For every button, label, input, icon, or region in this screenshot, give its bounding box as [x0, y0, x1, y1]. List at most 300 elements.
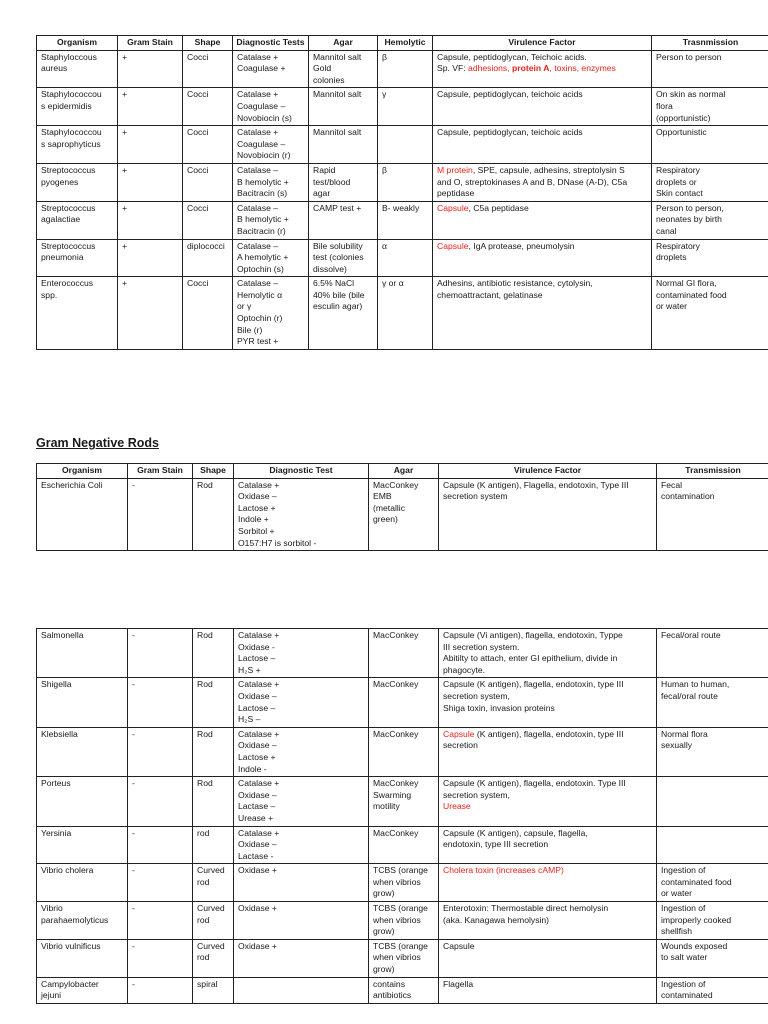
- table-row: [37, 678, 768, 727]
- cell-line: [443, 865, 652, 877]
- organism-cell: [37, 201, 118, 239]
- cell-line: rod: [197, 827, 210, 838]
- cell-line: Lactose +: [238, 751, 276, 762]
- transmission-cell: [657, 977, 768, 1003]
- cell-line: Ingestion of: [661, 903, 706, 914]
- cell-line: grow): [373, 888, 395, 899]
- cell-line: Streptococcus: [41, 240, 96, 251]
- table-row: [37, 277, 768, 350]
- agar-cell: [369, 777, 439, 826]
- cell-line: [443, 691, 652, 703]
- cell-line: Indole +: [238, 514, 269, 525]
- agar-cell: [369, 678, 439, 727]
- cell-line: improperly cooked: [661, 914, 732, 925]
- agar-cell: [369, 629, 439, 678]
- cell-line: [443, 665, 652, 677]
- cell-line: s epidermidis: [41, 100, 92, 111]
- cell-line: Respiratory: [656, 164, 700, 175]
- hemolytic-cell: β: [378, 163, 433, 201]
- cell-line: Catalase +: [238, 827, 280, 838]
- virulence-factor-cell: [439, 478, 657, 551]
- diagnostic-tests-cell: [234, 826, 369, 864]
- cell-line: [443, 979, 652, 991]
- shape-cell: [193, 629, 234, 678]
- cell-line: pyogenes: [41, 176, 79, 187]
- diagnostic-tests-cell: [233, 239, 309, 277]
- cell-line: EMB: [373, 491, 392, 502]
- cell-line: Porteus: [41, 778, 71, 789]
- gram-stain-cell: -: [128, 977, 193, 1003]
- text-run: protein A: [512, 63, 550, 74]
- hemolytic-cell: γ: [378, 88, 433, 126]
- agar-cell: [309, 201, 378, 239]
- virulence-factor-cell: [439, 678, 657, 727]
- column-header: Agar: [369, 464, 439, 479]
- cell-line: Curved: [197, 940, 225, 951]
- cell-line: (opportunistic): [656, 112, 711, 123]
- organism-cell: [37, 88, 118, 126]
- table-row: [37, 902, 768, 940]
- table-header-row: [37, 36, 768, 51]
- cell-line: Lactose +: [238, 502, 276, 513]
- cell-line: Person to person: [656, 51, 722, 62]
- virulence-factor-cell: [439, 902, 657, 940]
- cell-line: Rod: [197, 679, 213, 690]
- cell-line: Urease +: [238, 812, 274, 823]
- diagnostic-tests-cell: [233, 277, 309, 350]
- diagnostic-tests-cell: [233, 163, 309, 201]
- shape-cell: [193, 826, 234, 864]
- column-header: Virulence Factor: [433, 36, 652, 51]
- transmission-cell: [657, 902, 768, 940]
- virulence-factor-cell: [433, 201, 652, 239]
- cell-line: A hemolytic +: [237, 252, 289, 263]
- cell-line: Catalase +: [238, 728, 280, 739]
- agar-cell: [369, 826, 439, 864]
- organism-cell: [37, 864, 128, 902]
- agar-cell: [369, 977, 439, 1003]
- hemolytic-cell: α: [378, 239, 433, 277]
- cell-line: Gold: [313, 63, 332, 74]
- hemolytic-cell: B- weakly: [378, 201, 433, 239]
- transmission-cell: [657, 826, 768, 864]
- cell-line: Yersinia: [41, 827, 72, 838]
- cell-line: Catalase –: [237, 202, 279, 213]
- cell-line: [437, 188, 647, 200]
- gram-stain-cell: +: [118, 88, 183, 126]
- cell-line: [443, 828, 652, 840]
- cell-line: Oxidase –: [238, 740, 277, 751]
- transmission-cell: [652, 88, 768, 126]
- cell-line: (metallic: [373, 502, 405, 513]
- organism-cell: [37, 977, 128, 1003]
- cell-line: [443, 630, 652, 642]
- cell-line: [443, 480, 652, 492]
- cell-line: Vibrio vulnificus: [41, 940, 101, 951]
- table-row: [37, 50, 768, 88]
- cell-line: to salt water: [661, 952, 708, 963]
- cell-line: dissolve): [313, 263, 347, 274]
- transmission-cell: [652, 277, 768, 350]
- diagnostic-tests-cell: [233, 201, 309, 239]
- diagnostic-tests-cell: [233, 126, 309, 164]
- cell-line: [437, 127, 647, 139]
- cell-line: agalactiae: [41, 214, 81, 225]
- cell-line: Oxidase +: [238, 865, 277, 876]
- cell-line: [443, 642, 652, 654]
- column-header: Trasnmission: [652, 36, 768, 51]
- diagnostic-tests-cell: [234, 777, 369, 826]
- gram-stain-cell: -: [128, 939, 193, 977]
- gram-stain-cell: -: [128, 777, 193, 826]
- gram-stain-cell: +: [118, 239, 183, 277]
- agar-cell: [309, 163, 378, 201]
- cell-line: Oxidase –: [238, 839, 277, 850]
- cell-line: Novobiocin (s): [237, 112, 292, 123]
- cell-line: Vibrio cholera: [41, 865, 94, 876]
- cell-line: Normal flora: [661, 728, 708, 739]
- table-row: [37, 201, 768, 239]
- cell-line: Staphyloccous: [41, 51, 97, 62]
- cell-line: Enterococcus: [41, 278, 94, 289]
- cell-line: flora: [656, 100, 673, 111]
- organism-cell: [37, 163, 118, 201]
- cell-line: test (colonies: [313, 252, 364, 263]
- cell-line: when vibrios: [373, 914, 421, 925]
- cell-line: [443, 740, 652, 752]
- text-run: secretion system,: [443, 690, 510, 701]
- shape-cell: Cocci: [183, 201, 233, 239]
- cell-line: Rod: [197, 630, 213, 640]
- cell-line: [437, 89, 647, 101]
- diagnostic-tests-cell: [233, 50, 309, 88]
- gram-stain-cell: +: [118, 277, 183, 350]
- cell-line: MacConkey: [373, 778, 419, 789]
- cell-line: antibiotics: [373, 990, 412, 1001]
- transmission-cell: [657, 678, 768, 727]
- organism-cell: [37, 50, 118, 88]
- agar-cell: [309, 50, 378, 88]
- cell-line: droplets: [656, 252, 687, 263]
- cell-line: Oxidase –: [238, 789, 277, 800]
- gram-negative-table-continued: [36, 628, 768, 1004]
- table-row: [37, 864, 768, 902]
- cell-line: TCBS (orange: [373, 903, 428, 914]
- text-run: Capsule (K antigen), flagella, endotoxin. Type III: [443, 778, 626, 789]
- text-run: peptidase: [437, 188, 475, 199]
- cell-line: parahaemolyticus: [41, 914, 109, 925]
- cell-line: Oxidase +: [238, 903, 277, 914]
- cell-line: contamination: [661, 491, 715, 502]
- cell-line: On skin as normal: [656, 89, 726, 100]
- cell-line: colonies: [313, 74, 345, 85]
- cell-line: Curved: [197, 903, 225, 914]
- diagnostic-tests-cell: [234, 939, 369, 977]
- cell-line: Oxidase -: [238, 641, 275, 652]
- cell-line: TCBS (orange: [373, 865, 428, 876]
- diagnostic-tests-cell: [234, 902, 369, 940]
- cell-line: Bacitracin (r): [237, 225, 286, 236]
- cell-line: spiral: [197, 978, 218, 989]
- cell-line: Lactase –: [238, 801, 276, 812]
- cell-line: TCBS (orange: [373, 940, 428, 951]
- column-header: Organism: [37, 464, 128, 479]
- cell-line: esculin agar): [313, 301, 363, 312]
- shape-cell: diplococci: [183, 239, 233, 277]
- cell-line: rod: [197, 952, 210, 963]
- cell-line: Rapid: [313, 164, 336, 175]
- cell-line: Bile (r): [237, 324, 263, 335]
- cell-line: Novobiocin (r): [237, 150, 291, 161]
- cell-line: Oxidase –: [238, 690, 277, 701]
- agar-cell: [369, 939, 439, 977]
- cell-line: Oxidase +: [238, 940, 277, 951]
- table-row: [37, 126, 768, 164]
- agar-cell: [309, 239, 378, 277]
- cell-line: PYR test +: [237, 336, 279, 347]
- cell-line: when vibrios: [373, 876, 421, 887]
- cell-line: [443, 778, 652, 790]
- cell-line: [443, 653, 652, 665]
- virulence-factor-cell: [433, 88, 652, 126]
- cell-line: Staphylococcou: [41, 127, 102, 138]
- cell-line: O157:H7 is sorbitol -: [238, 537, 317, 548]
- cell-line: Catalase +: [238, 630, 280, 640]
- cell-line: [437, 203, 647, 215]
- virulence-factor-cell: [439, 777, 657, 826]
- cell-line: Coagulase –: [237, 100, 286, 111]
- cell-line: motility: [373, 801, 400, 812]
- cell-line: grow): [373, 926, 395, 937]
- cell-line: Rod: [197, 479, 213, 490]
- cell-line: Catalase –: [237, 240, 279, 251]
- shape-cell: Cocci: [183, 50, 233, 88]
- transmission-cell: [652, 201, 768, 239]
- text-run: Capsule, peptidoglycan, teichoic acids: [437, 127, 583, 138]
- cell-line: Salmonella: [41, 630, 84, 640]
- cell-line: Mannitol salt: [313, 51, 362, 62]
- cell-line: [437, 241, 647, 253]
- virulence-factor-cell: [439, 629, 657, 678]
- cell-line: green): [373, 514, 398, 525]
- text-run: M protein: [437, 164, 473, 175]
- cell-line: contaminated food: [661, 876, 732, 887]
- cell-line: Staphylococcou: [41, 89, 102, 100]
- cell-line: [437, 52, 647, 64]
- virulence-factor-cell: [439, 826, 657, 864]
- diagnostic-tests-cell: [234, 727, 369, 776]
- shape-cell: [193, 777, 234, 826]
- text-run: , SPE, capsule, adhesins, streptolysin S: [472, 164, 625, 175]
- section-title-gram-negative-rods: Gram Negative Rods: [36, 436, 159, 450]
- gram-stain-cell: -: [128, 678, 193, 727]
- transmission-cell: [652, 126, 768, 164]
- text-run: Abitilty to attach, enter GI epithelium, divide in: [443, 653, 618, 664]
- hemolytic-cell: [378, 126, 433, 164]
- cell-line: sexually: [661, 740, 693, 751]
- agar-cell: [309, 277, 378, 350]
- cell-line: Rod: [197, 728, 213, 739]
- cell-line: test/blood: [313, 176, 351, 187]
- shape-cell: [193, 478, 234, 551]
- column-header: Hemolytic: [378, 36, 433, 51]
- cell-line: Vibrio: [41, 903, 63, 914]
- cell-line: Indole -: [238, 763, 267, 774]
- table-header-row: [37, 464, 768, 479]
- cell-line: contaminated food: [656, 289, 727, 300]
- cell-line: MacConkey: [373, 679, 419, 690]
- diagnostic-tests-cell: [234, 629, 369, 678]
- cell-line: Oxidase –: [238, 491, 277, 502]
- cell-line: [443, 679, 652, 691]
- cell-line: Ingestion of: [661, 978, 706, 989]
- shape-cell: Cocci: [183, 88, 233, 126]
- cell-line: [437, 177, 647, 189]
- cell-line: Respiratory: [656, 240, 700, 251]
- cell-line: Catalase +: [238, 679, 280, 690]
- organism-cell: [37, 239, 118, 277]
- cell-line: 6.5% NaCl: [313, 278, 355, 289]
- cell-line: [443, 729, 652, 741]
- cell-line: contaminated: [661, 990, 713, 1001]
- gram-stain-cell: -: [128, 478, 193, 551]
- text-run: Capsule (K antigen), Flagella, endotoxin, Type III: [443, 479, 629, 490]
- shape-cell: Cocci: [183, 277, 233, 350]
- cell-line: Optochin (s): [237, 263, 284, 274]
- cell-line: canal: [656, 225, 677, 236]
- text-run: adhesions,: [468, 63, 513, 74]
- hemolytic-cell: γ or α: [378, 277, 433, 350]
- cell-line: Klebsiella: [41, 728, 78, 739]
- cell-line: [443, 839, 652, 851]
- cell-line: [437, 278, 647, 290]
- virulence-factor-cell: [433, 126, 652, 164]
- cell-line: Skin contact: [656, 188, 703, 199]
- text-run: Shiga toxin, invasion proteins: [443, 702, 555, 713]
- text-run: secretion system: [443, 491, 508, 502]
- cell-line: CAMP test +: [313, 202, 362, 213]
- shape-cell: Cocci: [183, 126, 233, 164]
- text-run: Flagella: [443, 978, 474, 989]
- gram-stain-cell: +: [118, 201, 183, 239]
- shape-cell: [193, 727, 234, 776]
- text-run: Capsule (K antigen), flagella, endotoxin, type III: [443, 679, 624, 690]
- cell-line: Swarming: [373, 789, 412, 800]
- cell-line: Bile solubility: [313, 240, 363, 251]
- cell-line: [443, 801, 652, 813]
- cell-line: or γ: [237, 301, 252, 312]
- gram-stain-cell: -: [128, 826, 193, 864]
- cell-line: when vibrios: [373, 952, 421, 963]
- gram-stain-cell: +: [118, 163, 183, 201]
- text-run: , toxins, enzymes: [549, 63, 616, 74]
- column-header: Gram Stain: [118, 36, 183, 51]
- cell-line: Escherichia Coli: [41, 479, 103, 490]
- column-header: Diagnostic Test: [234, 464, 369, 479]
- table-row: [37, 88, 768, 126]
- cell-line: rod: [197, 876, 210, 887]
- transmission-cell: [657, 777, 768, 826]
- text-run: Adhesins, antibiotic resistance, cytolysin,: [437, 278, 593, 289]
- virulence-factor-cell: [433, 239, 652, 277]
- cell-line: rod: [197, 914, 210, 925]
- shape-cell: [193, 977, 234, 1003]
- cell-line: MacConkey: [373, 728, 419, 739]
- gram-positive-table: [36, 35, 768, 350]
- cell-line: spp.: [41, 289, 58, 300]
- cell-line: Coagulase +: [237, 63, 286, 74]
- text-run: Capsule, peptidoglycan, Teichoic acids.: [437, 51, 587, 62]
- cell-line: [437, 290, 647, 302]
- cell-line: Catalase +: [237, 127, 279, 138]
- shape-cell: [193, 864, 234, 902]
- cell-line: Bacitracin (s): [237, 188, 288, 199]
- hemolytic-cell: β: [378, 50, 433, 88]
- cell-line: Streptococcus: [41, 202, 96, 213]
- table-row: [37, 777, 768, 826]
- diagnostic-tests-cell: [234, 864, 369, 902]
- column-header: Organism: [37, 36, 118, 51]
- column-header: Shape: [193, 464, 234, 479]
- cell-line: Person to person,: [656, 202, 724, 213]
- cell-line: Lactase -: [238, 850, 274, 861]
- cell-line: or water: [661, 888, 693, 899]
- cell-line: neonates by birth: [656, 214, 722, 225]
- cell-line: Coagulase –: [237, 138, 286, 149]
- text-run: (aka. Kanagawa hemolysin): [443, 914, 550, 925]
- cell-line: [443, 703, 652, 715]
- agar-cell: [369, 864, 439, 902]
- organism-cell: [37, 727, 128, 776]
- organism-cell: [37, 277, 118, 350]
- text-run: , IgA protease, pneumolysin: [468, 240, 575, 251]
- table-row: [37, 939, 768, 977]
- table-row: [37, 478, 768, 551]
- cell-line: [443, 790, 652, 802]
- cell-line: MacConkey: [373, 479, 419, 490]
- cell-line: [443, 903, 652, 915]
- cell-line: [443, 941, 652, 953]
- diagnostic-tests-cell: [234, 678, 369, 727]
- text-run: III secretion system.: [443, 641, 520, 652]
- cell-line: [437, 165, 647, 177]
- virulence-factor-cell: [433, 163, 652, 201]
- cell-line: Catalase –: [237, 164, 279, 175]
- text-run: endotoxin, type III secretion: [443, 839, 549, 850]
- gram-stain-cell: -: [128, 902, 193, 940]
- diagnostic-tests-cell: [234, 478, 369, 551]
- transmission-cell: [652, 50, 768, 88]
- cell-line: Campylobacter: [41, 978, 99, 989]
- cell-line: agar: [313, 188, 331, 199]
- column-header: Virulence Factor: [439, 464, 657, 479]
- text-run: secretion: [443, 740, 478, 751]
- text-run: and O, streptokinases A and B, DNase (A-D), C5a: [437, 176, 628, 187]
- transmission-cell: [657, 727, 768, 776]
- text-run: Capsule: [443, 728, 475, 739]
- text-run: Capsule (Vi antigen), flagella, endotoxin, Typpe: [443, 630, 623, 640]
- cell-line: s saprophyticus: [41, 138, 101, 149]
- table-row: [37, 629, 768, 678]
- virulence-factor-cell: [439, 727, 657, 776]
- column-header: Diagnostic Tests: [233, 36, 309, 51]
- transmission-cell: [657, 478, 768, 551]
- text-run: Capsule, peptidoglycan, teichoic acids: [437, 89, 583, 100]
- text-run: Capsule (K antigen), capsule, flagella,: [443, 827, 588, 838]
- cell-line: Fecal: [661, 479, 683, 490]
- organism-cell: [37, 629, 128, 678]
- text-run: , C5a peptidase: [468, 202, 529, 213]
